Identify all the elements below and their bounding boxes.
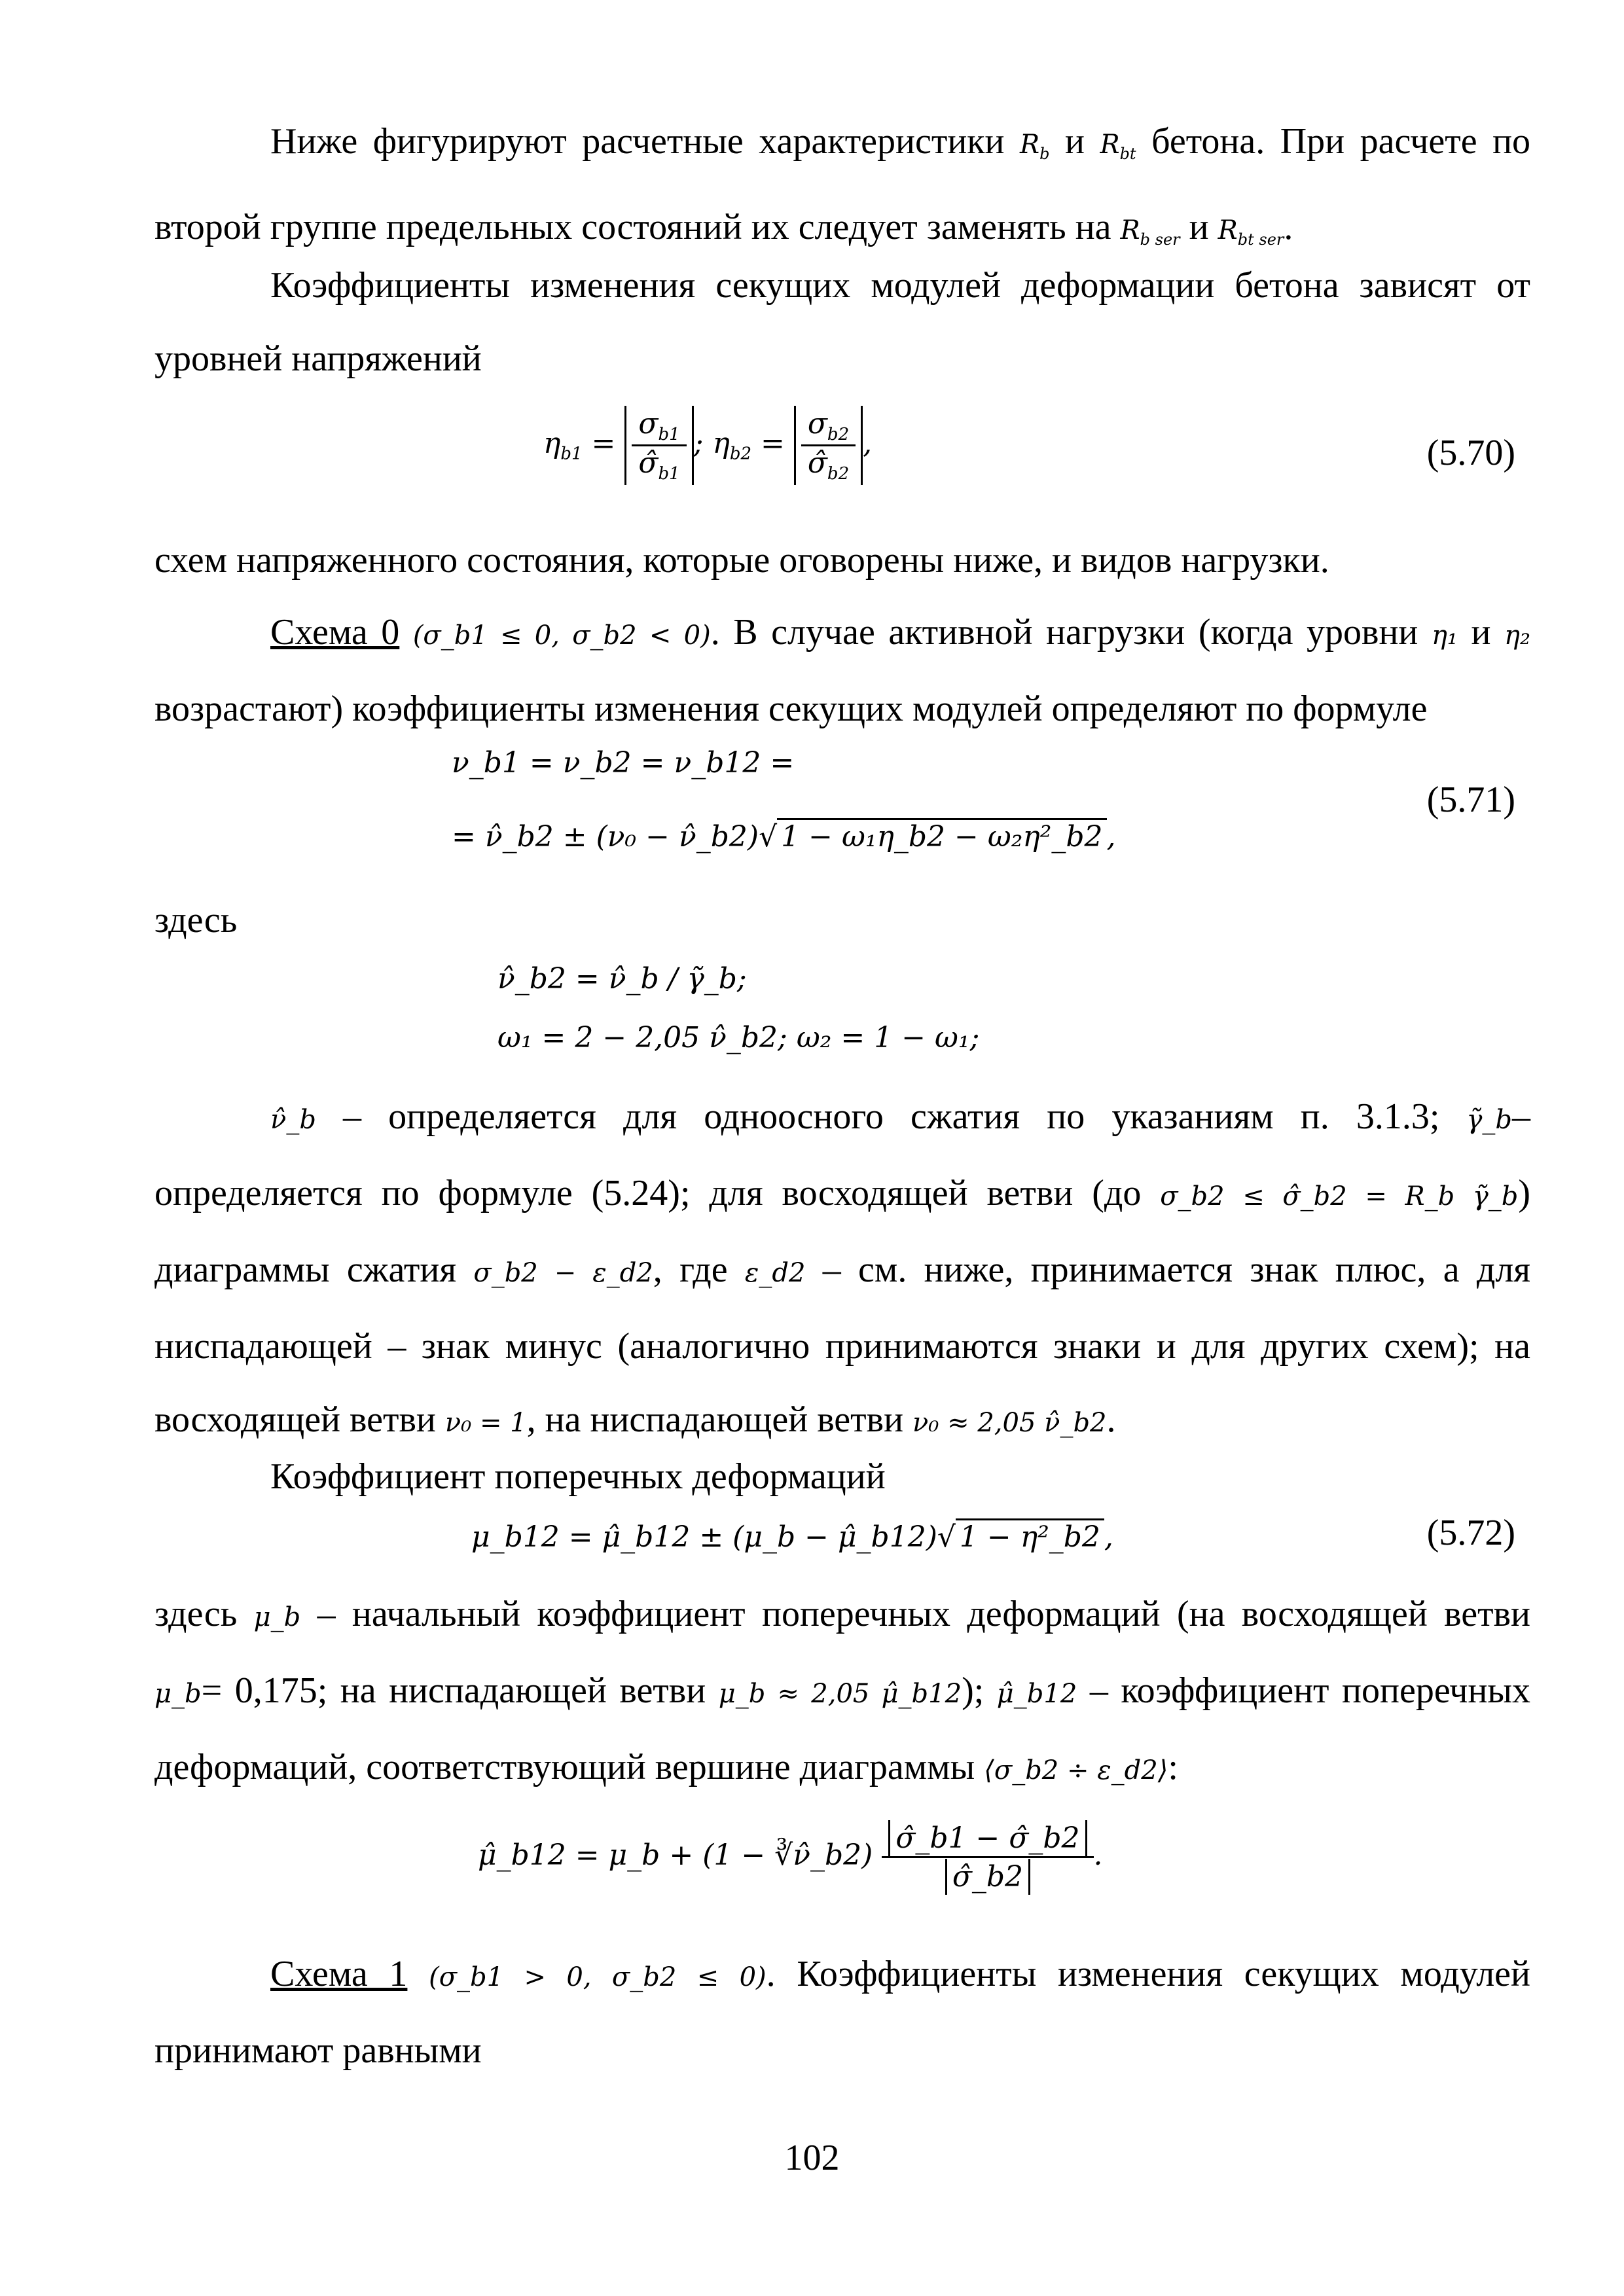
math-mu-b-value: μ_b (154, 1679, 202, 1709)
math-sigma-condition: σ_b2 ≤ σ̂_b2 = R_b γ̃_b (1160, 1181, 1519, 1211)
math-scheme-1-condition: (σ_b1 > 0, σ_b2 ≤ 0) (429, 1962, 767, 1992)
definition-nu-b2: ν̂_b2 = ν̂_b / γ̃_b; (497, 962, 747, 996)
math-mu-hat-b12: μ̂_b12 (996, 1679, 1077, 1709)
math-nu-hat-b: ν̂_b (270, 1105, 316, 1135)
label-here: здесь (154, 900, 238, 941)
scheme-1-title: Схема 1 (270, 1954, 408, 1994)
sqrt-term-572: 1 − η²_b2 (956, 1518, 1104, 1554)
math-mu-b-descending: μ_b ≈ 2,05 μ̂_b12 (718, 1679, 962, 1709)
paragraph-stress-schemes: схем напряженного состояния, которые оговорены ниже, и видов нагрузки. (154, 540, 1329, 581)
abs-fraction-2: $\frac{\sigma_{b2}}{\sigmâ_{b2}}$ (794, 406, 863, 485)
equation-number-5-72: (5.72) (1426, 1513, 1515, 1553)
equation-5-71-line-1: ν_b1 = ν_b2 = ν_b12 = (452, 746, 795, 780)
scheme-0-title: Схема 0 (270, 612, 400, 653)
math-gamma-tilde-b: γ̃_b (1466, 1105, 1513, 1135)
equation-5-72: μ_b12 = μ̂_b12 ± (μ_b − μ̂_b12)√ 1 − η²_b2 , (471, 1518, 1113, 1554)
math-eta1: η₁ (1431, 620, 1458, 651)
math-nu0-descending: ν₀ ≈ 2,05 ν̂_b2 (912, 1408, 1107, 1438)
equation-number-5-71: (5.71) (1426, 780, 1515, 820)
math-diagram-bracket: ⟨σ_b2 ÷ ε_d2⟩ (984, 1755, 1168, 1785)
math-eta2: η₂ (1504, 620, 1530, 651)
math-rb: $R_b$ (1019, 130, 1050, 163)
page-number: 102 (784, 2138, 840, 2178)
equation-number-5-70: (5.70) (1426, 433, 1515, 473)
equation-mu-hat-b12: μ̂_b12 = μ_b + (1 − ∛ν̂_b2) $\frac{\sigmâ\_b1 - \sigmâ\_b2}{\sigmâ\_b2}$ . (478, 1820, 1103, 1895)
equation-5-70: $\eta_{b1}$ = $\frac{\sigma_{b1}}{\sigmâ_{b1}}$ ; $\eta_{b2}$ = $\frac{\sigma_{b2}}{\sigmâ_{b2}}$ , (543, 407, 873, 484)
sqrt-term: 1 − ω₁η_b2 − ω₂η²_b2 (777, 818, 1106, 853)
math-rbser: $R_{b ser}$ (1120, 215, 1180, 249)
math-rbt: $R_{bt}$ (1100, 130, 1136, 163)
math-nu0-ascending: ν₀ = 1 (444, 1408, 527, 1438)
abs-fraction-1: $\frac{\sigma_{b1}}{\sigmâ_{b1}}$ (624, 406, 693, 485)
math-scheme-0-condition: (σ_b1 ≤ 0, σ_b2 < 0) (412, 620, 711, 651)
math-mu-b: μ_b (253, 1602, 301, 1632)
equation-5-71-line-2: = ν̂_b2 ± (ν₀ − ν̂_b2)√ 1 − ω₁η_b2 − ω₂η²_b2 , (452, 818, 1116, 853)
math-eps-d2: ε_d2 (744, 1258, 806, 1288)
paragraph-scheme-0: Схема 0 (σ_b1 ≤ 0, σ_b2 < 0). В случае активной нагрузки (когда уровни η₁ и η₂ возрастают) коэффициенты изменения секущих модулей определяют по формуле (154, 612, 1530, 729)
fraction-sigma: $\frac{\sigmâ\_b1 - \sigmâ\_b2}{\sigmâ\_b2}$ (882, 1820, 1093, 1895)
math-rbtser: $R_{bt ser}$ (1218, 215, 1284, 249)
paragraph-nu-definitions: ν̂_b – определяется для одноосного сжатия по указаниям п. 3.1.3; γ̃_b– определяется по формуле (5.24); для восходящей ветви (до σ_b2 ≤ σ̂_b2 = R_b γ̃_b) диаграммы сжатия σ_b2 − ε_d2, где ε_d2 – см. ниже, принимается знак плюс, а для ниспадающей – знак минус (аналогично принимаются знаки и для других схем); на восходящей ветви ν₀ = 1, на ниспадающей ветви ν₀ ≈ 2,05 ν̂_b2. (154, 1096, 1531, 1440)
paragraph-scheme-1: Схема 1 (σ_b1 > 0, σ_b2 ≤ 0). Коэффициенты изменения секущих модулей принимают равными (154, 1954, 1531, 2071)
definition-omega: ω₁ = 2 − 2,05 ν̂_b2; ω₂ = 1 − ω₁; (497, 1021, 980, 1054)
paragraph-design-characteristics: Ниже фигурируют расчетные характеристики $R_b$ и $R_{bt}$ бетона. При расчете по второй группе предельных состояний их следует заменять на $R_{b ser}$ и $R_{bt ser}$. (154, 121, 1531, 249)
paragraph-coefficients-depend: Коэффициенты изменения секущих модулей деформации бетона зависят от уровней напряжений (154, 265, 1530, 379)
math-diagram-sigma-eps: σ_b2 − ε_d2 (473, 1258, 653, 1288)
paragraph-transverse-coefficient: Коэффициент поперечных деформаций (270, 1456, 886, 1497)
paragraph-mu-definitions: здесь μ_b – начальный коэффициент поперечных деформаций (на восходящей ветви μ_b= 0,175; на ниспадающей ветви μ_b ≈ 2,05 μ̂_b12); μ̂_b12 – коэффициент поперечных деформаций, соответствующий вершине диаграммы ⟨σ_b2 ÷ ε_d2⟩: (154, 1594, 1531, 1787)
